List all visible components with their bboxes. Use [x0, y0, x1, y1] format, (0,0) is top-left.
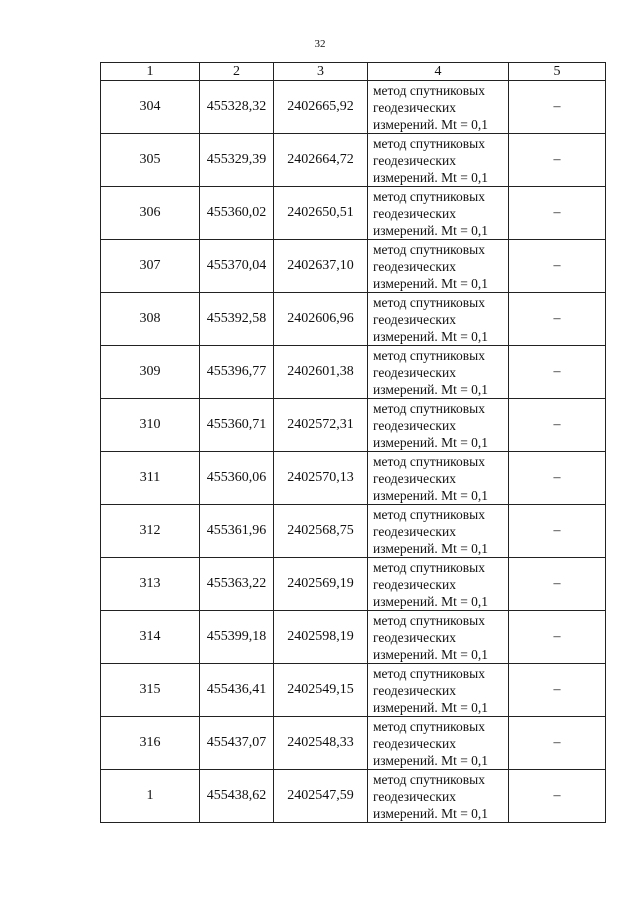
x-coordinate-cell: 455396,77 [200, 346, 274, 399]
method-cell [368, 558, 509, 611]
method-line: метод спутниковых [373, 347, 485, 363]
method-line: метод спутниковых [373, 612, 485, 628]
y-coordinate-cell: 2402601,38 [274, 346, 368, 399]
column-header-1: 1 [101, 63, 200, 81]
x-coordinate-cell: 455399,18 [200, 611, 274, 664]
note-cell: – [509, 134, 606, 187]
point-number-cell: 310 [101, 399, 200, 452]
method-line: метод спутниковых [373, 188, 485, 204]
method-line: геодезических [373, 735, 456, 751]
point-number-cell: 309 [101, 346, 200, 399]
method-line: геодезических [373, 152, 456, 168]
method-line: измерений. Mt = 0,1 [373, 540, 489, 556]
method-cell [368, 240, 509, 293]
column-header-5: 5 [509, 63, 606, 81]
method-line: геодезических [373, 788, 456, 804]
note-cell: – [509, 664, 606, 717]
method-cell [368, 452, 509, 505]
y-coordinate-cell: 2402650,51 [274, 187, 368, 240]
note-cell: – [509, 505, 606, 558]
table-row [101, 505, 606, 558]
y-coordinate-cell: 2402598,19 [274, 611, 368, 664]
method-line: геодезических [373, 311, 456, 327]
note-cell: – [509, 187, 606, 240]
method-line: измерений. Mt = 0,1 [373, 169, 489, 185]
x-coordinate-cell: 455360,02 [200, 187, 274, 240]
method-cell [368, 81, 509, 134]
method-line: метод спутниковых [373, 771, 485, 787]
column-header-2: 2 [200, 63, 274, 81]
method-line: метод спутниковых [373, 82, 485, 98]
method-line: измерений. Mt = 0,1 [373, 487, 489, 503]
method-cell [368, 187, 509, 240]
table-row [101, 346, 606, 399]
point-number-cell: 313 [101, 558, 200, 611]
table-header-row [101, 63, 606, 81]
method-line: геодезических [373, 523, 456, 539]
table-row [101, 452, 606, 505]
table-row [101, 770, 606, 823]
method-line: метод спутниковых [373, 241, 485, 257]
point-number-cell: 314 [101, 611, 200, 664]
y-coordinate-cell: 2402569,19 [274, 558, 368, 611]
note-cell: – [509, 611, 606, 664]
point-number-cell: 316 [101, 717, 200, 770]
point-number-cell: 304 [101, 81, 200, 134]
method-line: метод спутниковых [373, 506, 485, 522]
table-row [101, 81, 606, 134]
table-row [101, 664, 606, 717]
method-line: метод спутниковых [373, 135, 485, 151]
method-line: измерений. Mt = 0,1 [373, 116, 489, 132]
method-line: геодезических [373, 629, 456, 645]
x-coordinate-cell: 455329,39 [200, 134, 274, 187]
method-line: метод спутниковых [373, 453, 485, 469]
method-line: измерений. Mt = 0,1 [373, 699, 489, 715]
point-number-cell: 312 [101, 505, 200, 558]
method-line: измерений. Mt = 0,1 [373, 222, 489, 238]
note-cell: – [509, 770, 606, 823]
x-coordinate-cell: 455370,04 [200, 240, 274, 293]
method-line: измерений. Mt = 0,1 [373, 593, 489, 609]
table-row [101, 611, 606, 664]
y-coordinate-cell: 2402570,13 [274, 452, 368, 505]
y-coordinate-cell: 2402548,33 [274, 717, 368, 770]
x-coordinate-cell: 455360,71 [200, 399, 274, 452]
column-header-4: 4 [368, 63, 509, 81]
method-line: измерений. Mt = 0,1 [373, 805, 489, 821]
note-cell: – [509, 717, 606, 770]
page-number: 32 [314, 38, 326, 50]
method-line: измерений. Mt = 0,1 [373, 275, 489, 291]
method-cell [368, 664, 509, 717]
note-cell: – [509, 346, 606, 399]
method-line: метод спутниковых [373, 400, 485, 416]
table-row [101, 717, 606, 770]
method-line: геодезических [373, 205, 456, 221]
method-line: геодезических [373, 364, 456, 380]
method-cell [368, 346, 509, 399]
method-line: измерений. Mt = 0,1 [373, 752, 489, 768]
y-coordinate-cell: 2402568,75 [274, 505, 368, 558]
table-row [101, 187, 606, 240]
method-cell [368, 505, 509, 558]
point-number-cell: 311 [101, 452, 200, 505]
y-coordinate-cell: 2402664,72 [274, 134, 368, 187]
note-cell: – [509, 399, 606, 452]
table-row [101, 558, 606, 611]
method-cell [368, 611, 509, 664]
table-row [101, 240, 606, 293]
table-row [101, 399, 606, 452]
point-number-cell: 307 [101, 240, 200, 293]
y-coordinate-cell: 2402665,92 [274, 81, 368, 134]
x-coordinate-cell: 455392,58 [200, 293, 274, 346]
point-number-cell: 315 [101, 664, 200, 717]
y-coordinate-cell: 2402572,31 [274, 399, 368, 452]
method-line: измерений. Mt = 0,1 [373, 646, 489, 662]
method-line: геодезических [373, 470, 456, 486]
table-body [101, 81, 606, 823]
table-row [101, 134, 606, 187]
note-cell: – [509, 452, 606, 505]
table-row [101, 293, 606, 346]
y-coordinate-cell: 2402549,15 [274, 664, 368, 717]
method-cell [368, 770, 509, 823]
x-coordinate-cell: 455361,96 [200, 505, 274, 558]
point-number-cell: 1 [101, 770, 200, 823]
x-coordinate-cell: 455438,62 [200, 770, 274, 823]
method-line: геодезических [373, 417, 456, 433]
method-line: метод спутниковых [373, 718, 485, 734]
method-line: геодезических [373, 682, 456, 698]
x-coordinate-cell: 455436,41 [200, 664, 274, 717]
y-coordinate-cell: 2402547,59 [274, 770, 368, 823]
x-coordinate-cell: 455360,06 [200, 452, 274, 505]
y-coordinate-cell: 2402606,96 [274, 293, 368, 346]
x-coordinate-cell: 455328,32 [200, 81, 274, 134]
method-cell [368, 399, 509, 452]
note-cell: – [509, 81, 606, 134]
note-cell: – [509, 240, 606, 293]
method-cell [368, 717, 509, 770]
method-cell [368, 293, 509, 346]
x-coordinate-cell: 455437,07 [200, 717, 274, 770]
method-cell [368, 134, 509, 187]
method-line: метод спутниковых [373, 559, 485, 575]
note-cell: – [509, 558, 606, 611]
y-coordinate-cell: 2402637,10 [274, 240, 368, 293]
method-line: измерений. Mt = 0,1 [373, 381, 489, 397]
point-number-cell: 305 [101, 134, 200, 187]
point-number-cell: 306 [101, 187, 200, 240]
method-line: измерений. Mt = 0,1 [373, 434, 489, 450]
coordinates-table [100, 62, 606, 823]
x-coordinate-cell: 455363,22 [200, 558, 274, 611]
note-cell: – [509, 293, 606, 346]
column-header-3: 3 [274, 63, 368, 81]
method-line: метод спутниковых [373, 665, 485, 681]
method-line: измерений. Mt = 0,1 [373, 328, 489, 344]
method-line: геодезических [373, 576, 456, 592]
method-line: геодезических [373, 99, 456, 115]
point-number-cell: 308 [101, 293, 200, 346]
method-line: геодезических [373, 258, 456, 274]
method-line: метод спутниковых [373, 294, 485, 310]
